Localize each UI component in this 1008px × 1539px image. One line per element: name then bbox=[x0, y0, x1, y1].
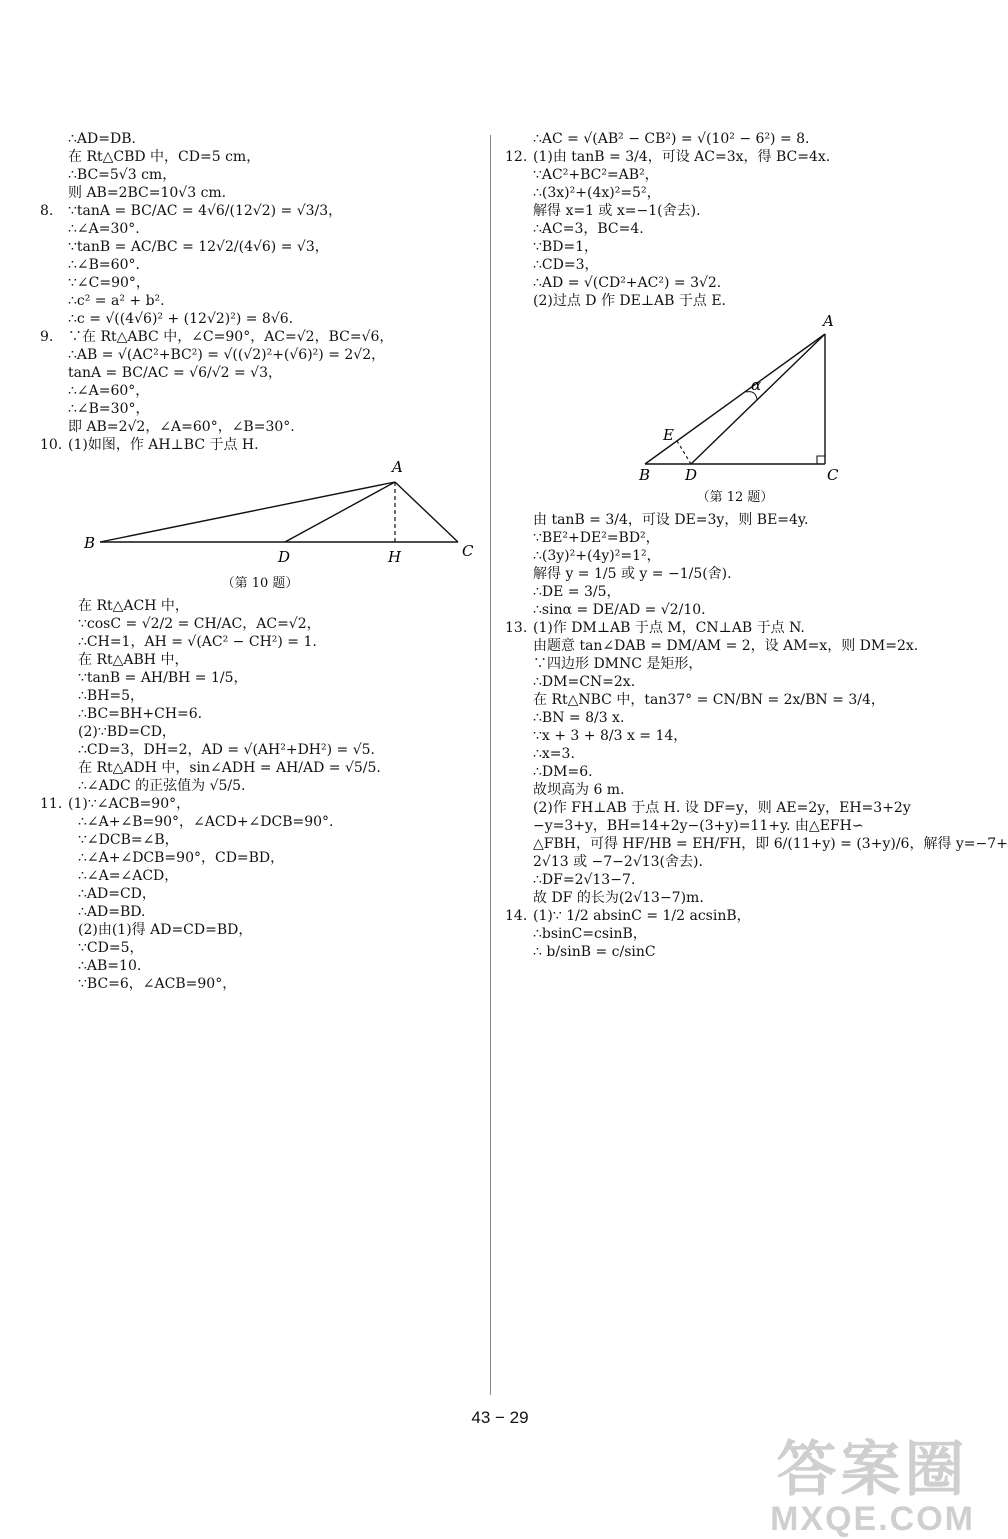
text-line: ∵BD=1， bbox=[533, 239, 599, 255]
text-line: (1)由 tanB = 3/4，可设 AC=3x，得 BC=4x. bbox=[533, 149, 831, 165]
text-line: tanA = BC/AC = √6/√2 = √3， bbox=[68, 365, 282, 381]
text-line: △FBH，可得 HF/HB = EH/FH，即 6/(11+y) = (3+y)/6，解得 y=−7+ bbox=[533, 836, 1008, 852]
text-line: 在 Rt△ADH 中，sin∠ADH = AH/AD = √5/5. bbox=[78, 760, 381, 776]
label-e: E bbox=[663, 426, 674, 444]
text-line: ∴sinα = DE/AD = √2/10. bbox=[533, 602, 706, 618]
text-line: 故坝高为 6 m. bbox=[533, 782, 625, 798]
text-line: ∴BN = 8/3 x. bbox=[533, 710, 625, 726]
text-line: ∵x + 3 + 8/3 x = 14， bbox=[533, 728, 688, 744]
text-line: 解得 x=1 或 x=−1(舍去). bbox=[533, 203, 701, 219]
problem-12 bbox=[505, 148, 965, 619]
text-line: ∴DM=6. bbox=[533, 764, 593, 780]
text-line: ∵cosC = √2/2 = CH/AC，AC=√2， bbox=[78, 616, 321, 632]
text-line: ∴(3x)²+(4x)²=5²， bbox=[533, 185, 661, 201]
right-column bbox=[505, 130, 1008, 961]
text-line: ∴AB = √(AC²+BC²) = √((√2)²+(√6)²) = 2√2， bbox=[68, 347, 386, 363]
text-line: ∴c = √((4√6)² + (12√2)²) = 8√6. bbox=[68, 311, 294, 327]
problem-9 bbox=[40, 328, 480, 436]
text-line: ∵BC=6，∠ACB=90°， bbox=[78, 976, 237, 992]
text-line: ∵tanB = AC/BC = 12√2/(4√6) = √3， bbox=[68, 239, 329, 255]
text-line: ∴BC=BH+CH=6. bbox=[78, 706, 203, 722]
problem-number: 14. bbox=[505, 908, 528, 924]
text-line: ∴∠A=∠ACD， bbox=[78, 868, 179, 884]
text-line: ∴c² = a² + b². bbox=[68, 293, 165, 309]
text-line: ∵∠C=90°， bbox=[68, 275, 150, 291]
text-line: ∴ b/sinB = c/sinC bbox=[533, 944, 656, 960]
triangle-diagram-12 bbox=[505, 310, 965, 484]
text-line: (2)∵BD=CD， bbox=[78, 724, 176, 740]
text-line: 在 Rt△ABH 中， bbox=[78, 652, 189, 668]
text-line: ∴BC=5√3 cm， bbox=[68, 167, 177, 183]
figure-caption: （第 12 题） bbox=[696, 490, 774, 505]
text-line: 解得 y = 1/5 或 y = −1/5(舍). bbox=[533, 566, 732, 582]
text-line: ∴x=3. bbox=[533, 746, 575, 762]
text-line: ∴AC = √(AB² − CB²) = √(10² − 6²) = 8. bbox=[533, 131, 810, 147]
text-line: (2)作 FH⊥AB 于点 H. 设 DF=y，则 AE=2y，EH=3+2y bbox=[533, 800, 911, 816]
text-line: (1)∵∠ACB=90°， bbox=[68, 796, 191, 812]
text-line: ∴∠B=60°. bbox=[68, 257, 140, 273]
label-a: A bbox=[392, 458, 403, 476]
problem-number: 10. bbox=[40, 437, 63, 453]
block-intro bbox=[40, 130, 480, 202]
text-line: ∴AB=10. bbox=[78, 958, 142, 974]
watermark-logo bbox=[770, 1436, 975, 1539]
text-line: ∴AD=CD， bbox=[78, 886, 156, 902]
text-line: 由 tanB = 3/4，可设 DE=3y，则 BE=4y. bbox=[533, 512, 809, 528]
text-line: ∴∠A+∠DCB=90°，CD=BD， bbox=[78, 850, 285, 866]
text-line: (2)由(1)得 AD=CD=BD， bbox=[78, 922, 253, 938]
text-line: ∴AD=DB. bbox=[68, 131, 136, 147]
page-number: 43 − 29 bbox=[471, 1408, 529, 1427]
text-line: (1)如图，作 AH⊥BC 于点 H. bbox=[68, 437, 259, 453]
figure-10 bbox=[40, 454, 480, 591]
watermark-url: MXQE.COM bbox=[770, 1500, 975, 1538]
problem-number: 8. bbox=[40, 203, 54, 219]
text-line: ∴bsinC=csinB， bbox=[533, 926, 647, 942]
label-alpha: α bbox=[751, 376, 762, 394]
text-line: ∴AC=3，BC=4. bbox=[533, 221, 644, 237]
text-line: (2)过点 D 作 DE⊥AB 于点 E. bbox=[533, 293, 726, 309]
figure-12 bbox=[505, 310, 965, 505]
text-line: ∵四边形 DMNC 是矩形， bbox=[533, 656, 703, 672]
text-line: ∴∠A=60°， bbox=[68, 383, 150, 399]
problem-number: 13. bbox=[505, 620, 528, 636]
text-line: ∴AD = √(CD²+AC²) = 3√2. bbox=[533, 275, 722, 291]
text-line: (1)作 DM⊥AB 于点 M，CN⊥AB 于点 N. bbox=[533, 620, 805, 636]
problem-number: 9. bbox=[40, 329, 54, 345]
text-line: ∴CH=1，AH = √(AC² − CH²) = 1. bbox=[78, 634, 317, 650]
text-line: ∴∠A=30°. bbox=[68, 221, 140, 237]
text-line: ∴CD=3，DH=2，AD = √(AH²+DH²) = √5. bbox=[78, 742, 375, 758]
label-a: A bbox=[823, 312, 834, 330]
text-line: ∴∠B=30°， bbox=[68, 401, 150, 417]
label-b: B bbox=[84, 534, 96, 552]
label-b: B bbox=[639, 466, 651, 484]
problem-14 bbox=[505, 907, 965, 961]
text-line: ∴BH=5， bbox=[78, 688, 145, 704]
left-column bbox=[40, 130, 480, 993]
text-line: 在 Rt△NBC 中，tan37° = CN/BN = 2x/BN = 3/4， bbox=[533, 692, 885, 708]
triangle-diagram-10 bbox=[40, 454, 474, 566]
text-line: ∴∠ADC 的正弦值为 √5/5. bbox=[78, 778, 246, 794]
label-h: H bbox=[388, 548, 402, 566]
figure-caption: （第 10 题） bbox=[221, 576, 299, 591]
problem-10 bbox=[40, 436, 480, 795]
label-c: C bbox=[462, 542, 474, 560]
text-line: ∵在 Rt△ABC 中，∠C=90°，AC=√2，BC=√6， bbox=[68, 329, 394, 345]
text-line: −y=3+y，BH=14+2y−(3+y)=11+y. 由△EFH∽ bbox=[533, 818, 864, 834]
text-line: 在 Rt△ACH 中， bbox=[78, 598, 189, 614]
problem-number: 11. bbox=[40, 796, 63, 812]
text-line: 2√13 或 −7−2√13(舍去). bbox=[533, 854, 703, 870]
text-line: ∵AC²+BC²=AB²， bbox=[533, 167, 659, 183]
column-divider bbox=[490, 135, 491, 1395]
text-line: ∵∠DCB=∠B， bbox=[78, 832, 179, 848]
text-line: 即 AB=2√2，∠A=60°，∠B=30°. bbox=[68, 419, 295, 435]
text-line: ∵CD=5， bbox=[78, 940, 144, 956]
text-line: ∵tanB = AH/BH = 1/5， bbox=[78, 670, 248, 686]
text-line: ∴(3y)²+(4y)²=1²， bbox=[533, 548, 661, 564]
problem-number: 12. bbox=[505, 149, 528, 165]
problem-13 bbox=[505, 619, 1008, 907]
text-line: 由题意 tan∠DAB = DM/AM = 2，设 AM=x，则 DM=2x. bbox=[533, 638, 919, 654]
text-line: 在 Rt△CBD 中，CD=5 cm， bbox=[68, 149, 261, 165]
text-line: 则 AB=2BC=10√3 cm. bbox=[68, 185, 227, 201]
text-line: ∵tanA = BC/AC = 4√6/(12√2) = √3/3， bbox=[68, 203, 343, 219]
text-line: ∴CD=3， bbox=[533, 257, 599, 273]
text-line: ∵BE²+DE²=BD²， bbox=[533, 530, 660, 546]
text-line: 故 DF 的长为(2√13−7)m. bbox=[533, 890, 704, 906]
text-line: ∴DE = 3/5， bbox=[533, 584, 621, 600]
text-line: ∴DF=2√13−7. bbox=[533, 872, 636, 888]
label-d: D bbox=[278, 548, 291, 566]
text-line: ∴AD=BD. bbox=[78, 904, 146, 920]
label-c: C bbox=[827, 466, 839, 484]
problem-8 bbox=[40, 202, 480, 328]
problem-11 bbox=[40, 795, 480, 993]
label-d: D bbox=[685, 466, 698, 484]
text-line: ∴DM=CN=2x. bbox=[533, 674, 636, 690]
text-line: (1)∵ 1/2 absinC = 1/2 acsinB， bbox=[533, 908, 751, 924]
text-line: ∴∠A+∠B=90°，∠ACD+∠DCB=90°. bbox=[78, 814, 334, 830]
watermark-text: 答案圈 bbox=[776, 1436, 969, 1503]
